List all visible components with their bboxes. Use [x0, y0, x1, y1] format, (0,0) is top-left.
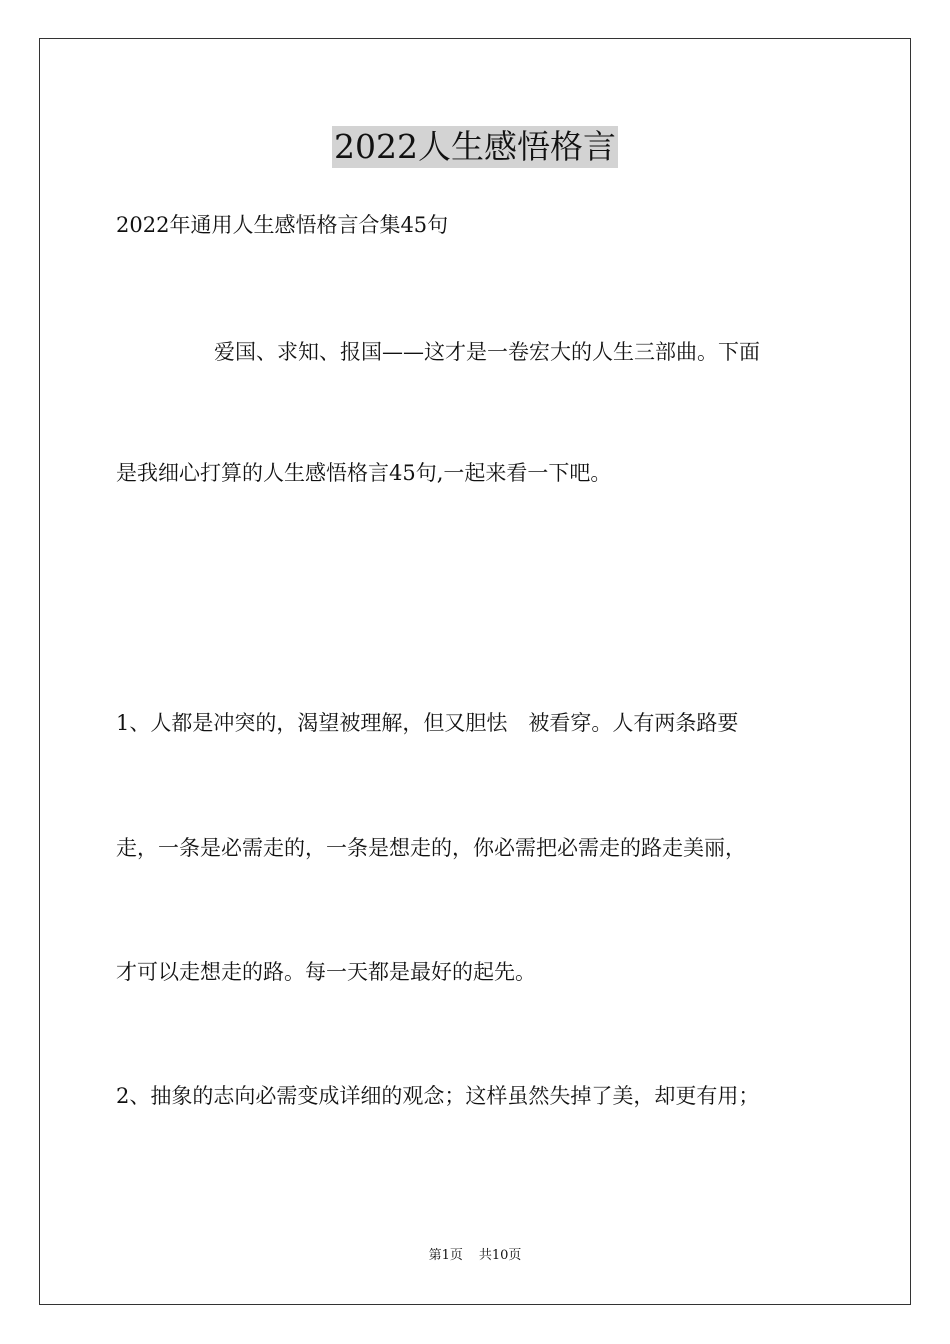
- item1-line-2: 走，一条是必需走的，一条是想走的，你必需把必需走的路走美丽，: [116, 836, 746, 860]
- title-container: [0, 126, 950, 168]
- document-subtitle: 2022年通用人生感悟格言合集45句: [116, 213, 449, 237]
- document-title: 2022人生感悟格言: [334, 127, 616, 166]
- page-total: 共10页: [478, 1248, 522, 1263]
- item1-line-3: 才可以走想走的路。每一天都是最好的起先。: [116, 960, 536, 984]
- page-number: 第1页: [428, 1248, 463, 1263]
- item2-line-1: 2、抽象的志向必需变成详细的观念；这样虽然失掉了美，却更有用；: [116, 1084, 760, 1108]
- item1-line-1: 1、人都是冲突的，渴望被理解，但又胆怯 被看穿。人有两条路要: [116, 711, 739, 735]
- page-footer: [0, 1247, 950, 1265]
- intro-line-2: 是我细心打算的人生感悟格言45句,一起来看一下吧。: [116, 461, 612, 485]
- intro-line-1: 爱国、求知、报国——这才是一卷宏大的人生三部曲。下面: [214, 340, 760, 364]
